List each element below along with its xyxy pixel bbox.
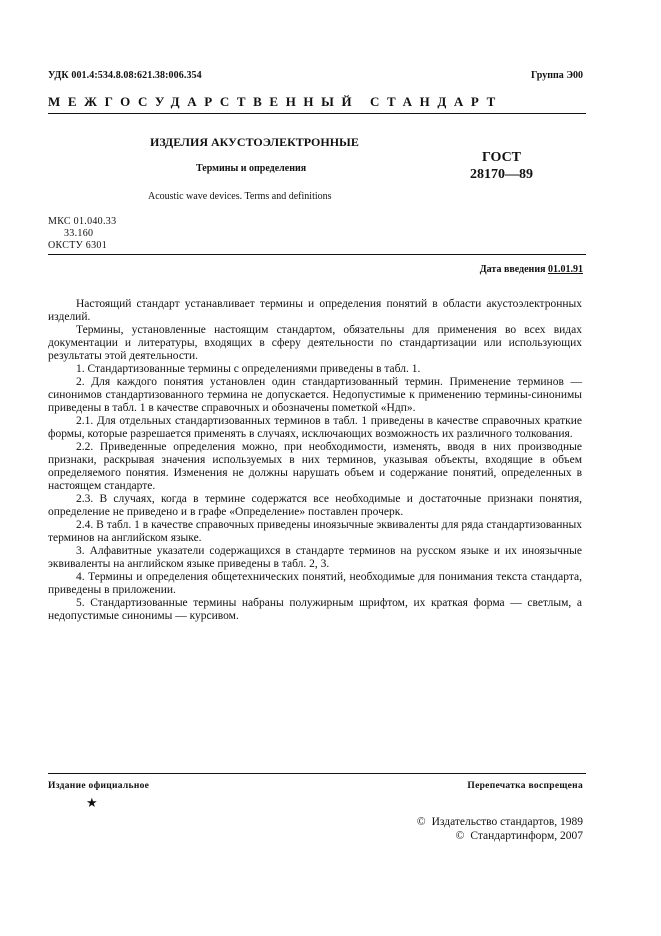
body-paragraph: Настоящий стандарт устанавливает термины и определения понятий в области акустоэлектронных изделий. <box>48 298 582 323</box>
body-paragraph: 2.2. Приведенные определения можно, при необходимости, изменять, вводя в них производные признаки, раскрывая значения используемых в них терминов, указывая объекты, входящие в объем определяемого понятия. Изменения не должны нарушать объем и содержание понятий, определенных в настоящем стандарте. <box>48 441 582 492</box>
group-code: Группа Э00 <box>531 70 583 81</box>
body-paragraph: 5. Стандартизованные термины набраны полужирным шрифтом, их краткая форма — светлым, а недопустимые синонимы — курсивом. <box>48 597 582 622</box>
copyright-block <box>417 815 583 843</box>
document-subtitle: Термины и определения <box>196 163 307 174</box>
effective-date-value: 01.01.91 <box>548 264 583 275</box>
footer-divider <box>48 773 586 774</box>
body-paragraph: Термины, установленные настоящим стандартом, обязательны для применения во всех видах документации и литературы, входящих в сферу деятельности по стандартизации или использующих результаты этой деятельности. <box>48 324 582 362</box>
udk-code: УДК 001.4:534.8.08:621.38:006.354 <box>48 70 202 81</box>
mks-code-2: 33.160 <box>64 228 94 239</box>
copyright-line-2 <box>417 829 583 843</box>
standard-banner: МЕЖГОСУДАРСТВЕННЫЙ СТАНДАРТ <box>48 94 503 109</box>
header-divider <box>48 113 586 114</box>
official-edition-label: Издание официальное <box>48 781 150 791</box>
mks-code-1: МКС 01.040.33 <box>48 216 117 227</box>
copyright-icon: © <box>416 816 426 828</box>
copyright-icon: © <box>455 830 465 842</box>
reprint-prohibited-label: Перепечатка воспрещена <box>467 781 583 791</box>
copyright-line-1 <box>417 815 583 829</box>
copyright-text-1: Издательство стандартов, 1989 <box>431 816 583 828</box>
gost-number: 28170—89 <box>470 167 533 182</box>
body-paragraph: 1. Стандартизованные термины с определениями приведены в табл. 1. <box>76 363 421 375</box>
body-paragraph: 2. Для каждого понятия установлен один стандартизованный термин. Применение терминов — синонимов стандартизованного термина не допускается. Недопустимые к применению термины-синонимы приведены в табл. 1 в качестве справочных и обозначены пометкой «Ндп». <box>48 376 582 414</box>
gost-label: ГОСТ <box>481 150 522 165</box>
effective-date <box>480 264 583 275</box>
copyright-text-2: Стандартинформ, 2007 <box>470 830 583 842</box>
document-body <box>48 298 582 623</box>
gost-designation <box>470 149 533 183</box>
body-paragraph: 2.4. В табл. 1 в качестве справочных приведены иноязычные эквиваленты для ряда стандартизованных терминов на английском языке. <box>48 519 582 544</box>
body-paragraph: 4. Термины и определения общетехнических понятий, необходимые для понимания текста стандарта, приведены в приложении. <box>48 571 582 596</box>
star-icon: ★ <box>86 795 98 810</box>
classification-divider <box>48 254 586 255</box>
body-paragraph: 2.1. Для отдельных стандартизованных терминов в табл. 1 приведены в качестве справочных краткие формы, которые разрешается применять в случаях, исключающих возможность их различного толкования. <box>48 415 582 440</box>
effective-date-label: Дата введения <box>479 264 546 275</box>
oksty-code: ОКСТУ 6301 <box>48 240 108 251</box>
body-paragraph: 2.3. В случаях, когда в термине содержатся все необходимые и достаточные признаки понятия, определение не приведено и в графе «Определение» поставлен прочерк. <box>48 493 582 518</box>
body-paragraph: 3. Алфавитные указатели содержащихся в стандарте терминов на русском языке и их иноязычные эквиваленты на английском языке приведены в табл. 2, 3. <box>48 545 582 570</box>
document-title: ИЗДЕЛИЯ АКУСТОЭЛЕКТРОННЫЕ <box>150 135 359 149</box>
english-title: Acoustic wave devices. Terms and definitions <box>148 191 332 202</box>
classification-codes <box>48 216 116 252</box>
